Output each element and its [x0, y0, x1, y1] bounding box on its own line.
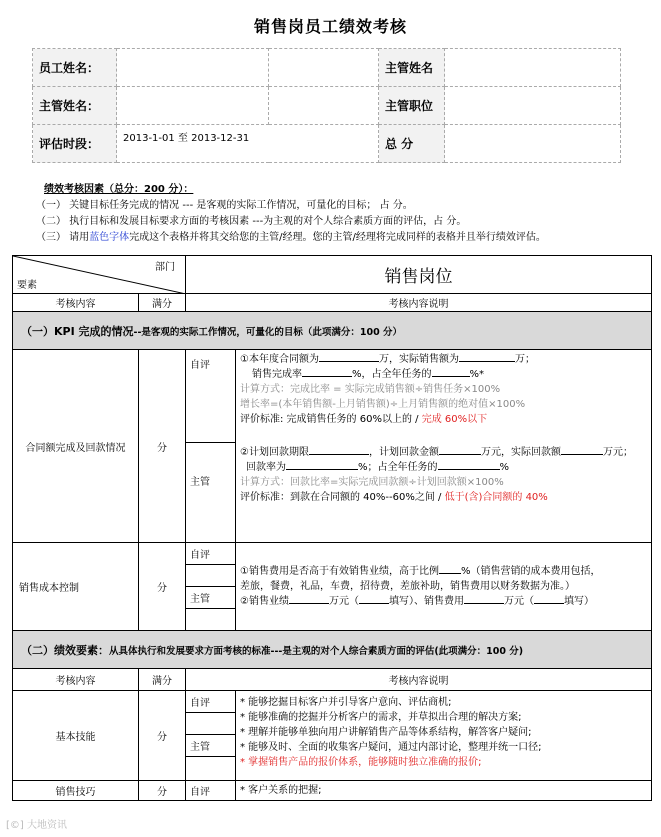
row-cost-desc: ①销售费用是否高于有效销售业绩，高于比例 %（销售营销的成本费用包括， 差旅，餐费，礼品，车费，招待费，差旅补助，销售费用以财务数据为准。） ②销售业绩 万元（ 填写）、销售费用 万元（ 填写）	[236, 543, 652, 631]
col-content-header: 考核内容	[13, 294, 139, 312]
supervisor-score-cell[interactable]	[186, 757, 236, 781]
employee-info-table	[32, 48, 621, 163]
page-title: 销售岗员工绩效考核	[253, 17, 407, 36]
col-score-header-2: 满分	[139, 669, 186, 691]
row-sales-skill-score[interactable]: 分	[139, 781, 186, 801]
self-eval-score-cell[interactable]	[186, 713, 236, 735]
factor-line-3: （三） 请用蓝色字体完成这个表格并将其交给您的主管/经理。您的主管/经理将完成同样的表格并且举行绩效评估。	[36, 232, 546, 243]
factor-line-2: （二） 执行目标和发展目标要求方面的考核因素 ---为主观的对个人综合素质方面的评估，占 分。	[36, 216, 467, 227]
row-cost-score[interactable]: 分	[139, 543, 186, 631]
manager-name-label: 主管姓名：	[33, 87, 117, 125]
supervisor-label: 主管	[186, 443, 236, 543]
watermark: [©] 大地资讯	[6, 820, 67, 831]
dept-label: 部门	[155, 262, 175, 273]
supervisor-position-label: 主管职位	[379, 87, 445, 125]
self-eval-label: 自评	[186, 691, 236, 713]
supervisor-name-label: 主管姓名	[379, 49, 445, 87]
row-skills-score[interactable]: 分	[139, 691, 186, 781]
employee-name-field[interactable]	[117, 49, 269, 87]
assessment-table	[12, 255, 652, 801]
assessment-factors	[36, 182, 546, 246]
supervisor-score-cell[interactable]	[186, 609, 236, 631]
factor-line-1: （一） 关键目标任务完成的情况 --- 是客观的实际工作情况，可量化的目标； 占 分。	[36, 200, 413, 211]
period-label: 评估时段：	[33, 125, 117, 163]
col-desc-header-2: 考核内容说明	[186, 669, 652, 691]
col-content-header-2: 考核内容	[13, 669, 139, 691]
manager-name-field[interactable]	[117, 87, 269, 125]
employee-name-label: 员工姓名：	[33, 49, 117, 87]
dept-requirement-header	[13, 256, 186, 294]
self-eval-label: 自评	[186, 781, 236, 801]
total-score-label: 总 分	[379, 125, 445, 163]
self-eval-label: 自评	[186, 543, 236, 565]
row-sales-skill-name: 销售技巧	[13, 781, 139, 801]
period-value[interactable]: 2013-1-01 至 2013-12-31	[117, 125, 379, 163]
total-score-field[interactable]	[445, 125, 621, 163]
supervisor-label: 主管	[186, 735, 236, 757]
self-eval-label: 自评	[186, 350, 236, 443]
supervisor-name-field[interactable]	[445, 49, 621, 87]
supervisor-label: 主管	[186, 587, 236, 609]
row-contract-score[interactable]: 分	[139, 350, 186, 543]
col-score-header: 满分	[139, 294, 186, 312]
section-performance: （二）绩效要素：从具体执行和发展要求方面考核的标准---是主观的对个人综合素质方面的评估(此项满分：100 分)	[13, 631, 652, 669]
row-skills-desc: * 能够挖掘目标客户并引导客户意向、评估商机; * 能够准确的挖掘并分析客户的需求，并草拟出合理的解决方案; * 理解并能够单独向用户讲解销售产品等体系结构，解答客户疑问; * 能够及时、全面的收集客户疑问，通过内部讨论，整理并统一口径; * 掌握销售产品的报价体系，能够随时独立准确的报价;	[236, 691, 652, 781]
row-contract-name: 合同额完成及回款情况	[13, 350, 139, 543]
requirement-label: 要素	[17, 280, 37, 291]
row-sales-skill-desc: * 客户关系的把握;	[236, 781, 652, 801]
row-skills-name: 基本技能	[13, 691, 139, 781]
section-kpi: （一）KPI 完成的情况--是客观的实际工作情况，可量化的目标（此项满分：100 分）	[13, 312, 652, 350]
row-contract-desc: ①本年度合同额为 万，实际销售额为 万； 销售完成率 %，占全年任务的 %* 计算方式：完成比率 = 实际完成销售额÷销售任务×100% 增长率=(本年销售额-上月销售额)÷上月销售额的绝对值×100% 评价标准: 完成销售任务的 60%以上的 / 完成 60%以下 ②计划回款期限 ，计划回款金额 万元，实际回款额 万元； 回款率为 %；占全年任务的 % 计算方式：回款比率=实际完成回款额÷计划回款额×100% 评价标准：到款在合同额的 40%--60%之间 / 低于(含)合同额的 40%	[236, 350, 652, 543]
factors-heading: 绩效考核因素（总分：200 分）：	[44, 184, 194, 195]
self-eval-score-cell[interactable]	[186, 565, 236, 587]
supervisor-position-field[interactable]	[445, 87, 621, 125]
row-cost-name: 销售成本控制	[13, 543, 139, 631]
position-name: 销售岗位	[186, 256, 652, 294]
col-desc-header: 考核内容说明	[186, 294, 652, 312]
